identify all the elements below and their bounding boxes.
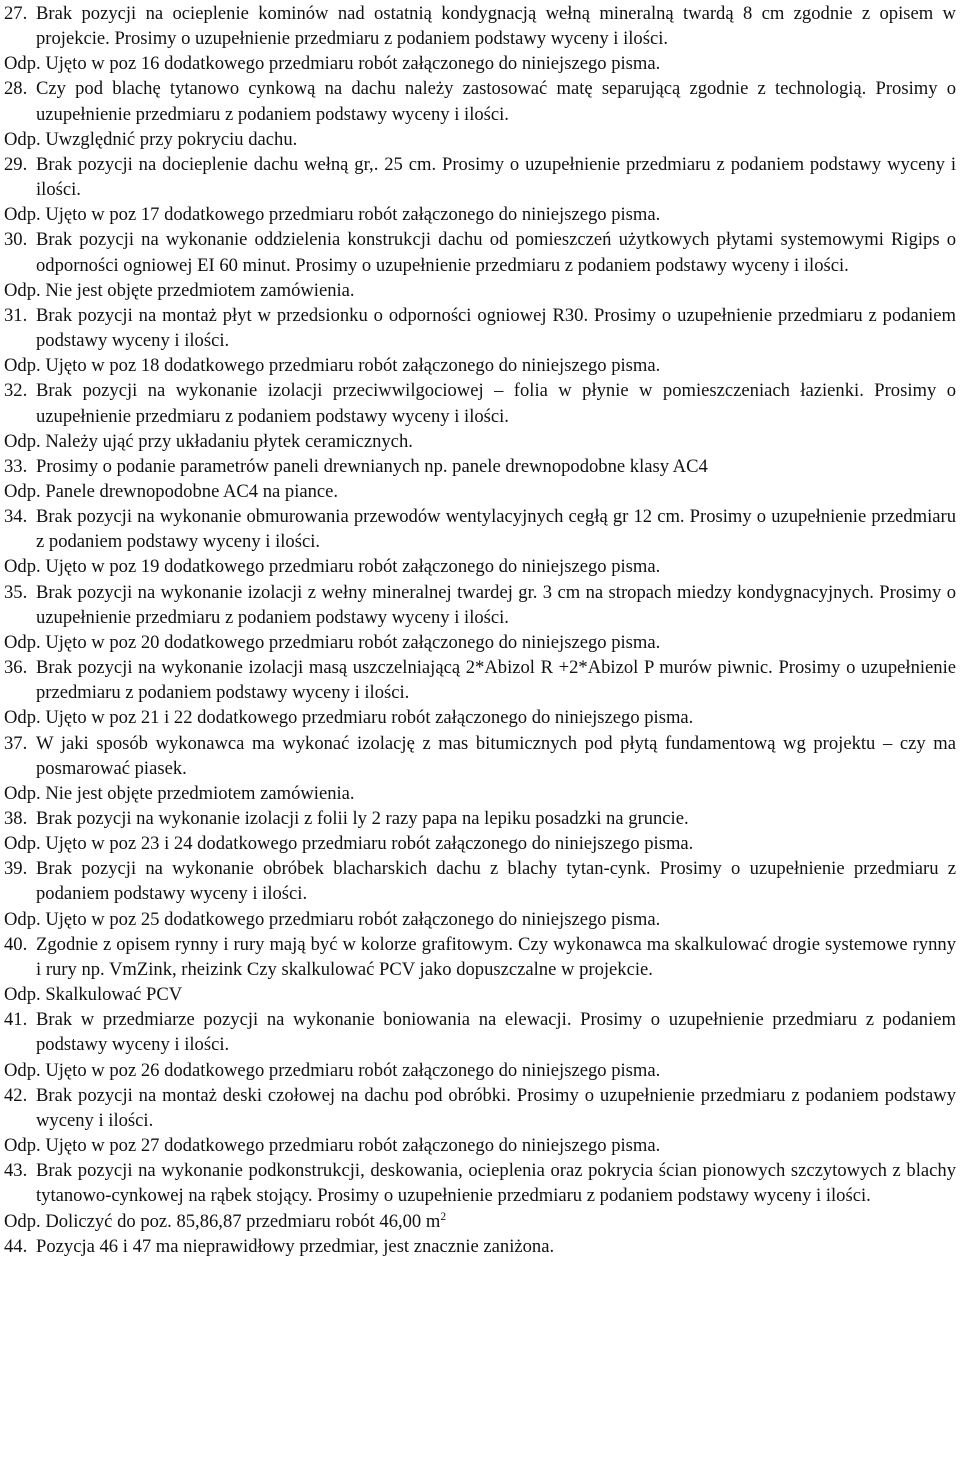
question-text: Brak pozycji na wykonanie izolacji przeciwwilgociowej – folia w płynie w pomieszczeniach łazienki. Prosimy o uzupełnienie przedmiaru z podaniem podstawy wyceny i ilości. [36, 380, 956, 427]
answer-text: Panele drewnopodobne AC4 na piance. [45, 480, 339, 502]
answer-line [4, 202, 956, 227]
item-number: 35. [4, 581, 28, 603]
answer-line [4, 831, 956, 856]
answer-text: Należy ująć przy układaniu płytek ceramicznych. [45, 430, 413, 452]
answer-line [4, 781, 956, 806]
question-text: Brak w przedmiarze pozycji na wykonanie boniowania na elewacji. Prosimy o uzupełnienie przedmiaru z podaniem podstawy wyceny i ilości. [36, 1009, 956, 1056]
answer-text: Ujęto w poz 17 dodatkowego przedmiaru robót załączonego do niniejszego pisma. [45, 204, 661, 226]
answer-text: Nie jest objęte przedmiotem zamówienia. [45, 782, 355, 804]
answer-line [4, 705, 956, 730]
question-text: Brak pozycji na wykonanie obróbek blacharskich dachu z blachy tytan-cynk. Prosimy o uzupełnienie przedmiaru z podaniem podstawy wyceny i ilości. [36, 858, 956, 905]
answer-prefix: Odp. [4, 355, 41, 377]
question-text: Brak pozycji na montaż deski czołowej na dachu pod obróbki. Prosimy o uzupełnienie przedmiaru z podaniem podstawy wyceny i ilości. [36, 1084, 956, 1131]
item-content [36, 1234, 956, 1259]
item-number: 40. [4, 933, 28, 955]
answer-prefix: Odp. [4, 480, 41, 502]
answer-text: Ujęto w poz 26 dodatkowego przedmiaru robót załączonego do niniejszego pisma. [45, 1059, 661, 1081]
list-item [4, 1158, 956, 1233]
list-item [4, 1234, 956, 1259]
item-number: 37. [4, 732, 28, 754]
answer-text: Ujęto w poz 19 dodatkowego przedmiaru robót załączonego do niniejszego pisma. [45, 556, 661, 578]
answer-prefix: Odp. [4, 833, 41, 855]
answer-text: Ujęto w poz 25 dodatkowego przedmiaru robót załączonego do niniejszego pisma. [45, 908, 661, 930]
item-number: 29. [4, 153, 28, 175]
answer-prefix: Odp. [4, 53, 41, 75]
answer-prefix: Odp. [4, 631, 41, 653]
answer-superscript: 2 [440, 1210, 447, 1223]
list-item [4, 152, 956, 227]
question-text: Brak pozycji na ocieplenie kominów nad ostatnią kondygnacją wełną mineralną twardą 8 cm zgodnie z opisem w projekcie. Prosimy o uzupełnienie przedmiaru z podaniem podstawy wyceny i ilości. [36, 3, 956, 50]
question-text: Czy pod blachę tytanowo cynkową na dachu należy zastosować matę separującą zgodnie z technologią. Prosimy o uzupełnienie przedmiaru z podaniem podstawy wyceny i ilości. [36, 78, 956, 125]
list-item [4, 303, 956, 378]
answer-line [4, 982, 956, 1007]
list-item [4, 378, 956, 453]
answer-line [4, 278, 956, 303]
answer-line [4, 127, 956, 152]
answer-text: Ujęto w poz 16 dodatkowego przedmiaru robót załączonego do niniejszego pisma. [45, 53, 661, 75]
answer-prefix: Odp. [4, 984, 41, 1006]
item-number: 31. [4, 304, 28, 326]
answer-line [4, 1209, 956, 1234]
answer-text: Uwzględnić przy pokryciu dachu. [45, 128, 298, 150]
question-text: W jaki sposób wykonawca ma wykonać izolację z mas bitumicznych pod płytą fundamentową wg projektu – czy ma posmarować piasek. [36, 732, 956, 779]
item-number: 34. [4, 506, 28, 528]
answer-prefix: Odp. [4, 1059, 41, 1081]
question-text: Brak pozycji na wykonanie izolacji z folii ly 2 razy papa na lepiku posadzki na gruncie. [36, 808, 689, 829]
list-item [4, 504, 956, 579]
answer-prefix: Odp. [4, 204, 41, 226]
answer-line [4, 353, 956, 378]
question-text: Brak pozycji na wykonanie izolacji masą uszczelniającą 2*Abizol R +2*Abizol P murów piwnic. Prosimy o uzupełnienie przedmiaru z podaniem podstawy wyceny i ilości. [36, 657, 956, 704]
item-number: 42. [4, 1084, 28, 1106]
item-number: 28. [4, 78, 28, 100]
answer-line [4, 1058, 956, 1083]
answer-line [4, 907, 956, 932]
answer-prefix: Odp. [4, 556, 41, 578]
list-item [4, 227, 956, 302]
question-text: Brak pozycji na wykonanie izolacji z wełny mineralnej twardej gr. 3 cm na stropach miedzy kondygnacyjnych. Prosimy o uzupełnienie przedmiaru z podaniem podstawy wyceny i ilości. [36, 581, 956, 628]
item-number: 32. [4, 380, 28, 402]
answer-text: Doliczyć do poz. 85,86,87 przedmiaru robót 46,00 m [45, 1210, 441, 1232]
answer-line [4, 429, 956, 454]
list-item [4, 806, 956, 856]
list-item [4, 1, 956, 76]
list-item [4, 932, 956, 1007]
item-number: 39. [4, 858, 28, 880]
answer-prefix: Odp. [4, 1135, 41, 1157]
answer-line [4, 630, 956, 655]
answer-prefix: Odp. [4, 430, 41, 452]
answer-line [4, 1133, 956, 1158]
answer-text: Ujęto w poz 20 dodatkowego przedmiaru robót załączonego do niniejszego pisma. [45, 631, 661, 653]
question-text: Brak pozycji na montaż płyt w przedsionku o odporności ogniowej R30. Prosimy o uzupełnienie przedmiaru z podaniem podstawy wyceny i ilości. [36, 304, 956, 352]
answer-prefix: Odp. [4, 279, 41, 301]
list-item [4, 1083, 956, 1158]
question-text: Brak pozycji na wykonanie podkonstrukcji, deskowania, ocieplenia oraz pokrycia ścian pionowych szczytowych z blachy tytanowo-cynkowej na rąbek stojący. Prosimy o uzupełnienie przedmiaru z podaniem podstawy wyceny i ilości. [36, 1160, 956, 1207]
answer-line [4, 51, 956, 76]
answer-line [4, 554, 956, 579]
answer-line [4, 479, 956, 504]
question-text: Brak pozycji na wykonanie oddzielenia konstrukcji dachu od pomieszczeń użytkowych płytami systemowymi Rigips o odporności ogniowej EI 60 minut. Prosimy o uzupełnienie przedmiaru z podaniem podstawy wyceny i ilości. [36, 229, 956, 276]
item-number: 44. [4, 1235, 28, 1257]
question-text: Pozycja 46 i 47 ma nieprawidłowy przedmiar, jest znacznie zaniżona. [36, 1235, 555, 1257]
item-number: 38. [4, 808, 28, 829]
answer-text: Ujęto w poz 18 dodatkowego przedmiaru robót załączonego do niniejszego pisma. [45, 355, 661, 377]
item-number: 27. [4, 3, 28, 24]
list-item [4, 76, 956, 151]
answer-text: Skalkulować PCV [45, 984, 183, 1006]
question-text: Zgodnie z opisem rynny i rury mają być w kolorze grafitowym. Czy wykonawca ma skalkulować drogie systemowe rynny i rury np. VmZink, rheizink Czy skalkulować PCV jako dopuszczalne w projekcie. [36, 933, 956, 980]
item-number: 36. [4, 657, 28, 679]
answer-prefix: Odp. [4, 1210, 41, 1232]
item-number: 41. [4, 1009, 28, 1031]
list-item [4, 1007, 956, 1082]
answer-prefix: Odp. [4, 782, 41, 804]
list-item [4, 655, 956, 730]
list-item [4, 856, 956, 931]
question-text: Brak pozycji na docieplenie dachu wełną gr,. 25 cm. Prosimy o uzupełnienie przedmiaru z podaniem podstawy wyceny i ilości. [36, 153, 956, 201]
answer-text: Nie jest objęte przedmiotem zamówienia. [45, 279, 355, 301]
answer-prefix: Odp. [4, 128, 41, 150]
item-number: 33. [4, 455, 28, 477]
item-number: 30. [4, 229, 28, 251]
question-text: Prosimy o podanie parametrów paneli drewnianych np. panele drewnopodobne klasy AC4 [36, 455, 708, 477]
answer-text: Ujęto w poz 21 i 22 dodatkowego przedmiaru robót załączonego do niniejszego pisma. [45, 707, 694, 729]
answer-prefix: Odp. [4, 707, 41, 729]
answer-text: Ujęto w poz 27 dodatkowego przedmiaru robót załączonego do niniejszego pisma. [45, 1135, 661, 1157]
item-number: 43. [4, 1160, 28, 1182]
question-text: Brak pozycji na wykonanie obmurowania przewodów wentylacyjnych cegłą gr 12 cm. Prosimy o uzupełnienie przedmiaru z podaniem podstawy wyceny i ilości. [36, 506, 956, 553]
answer-prefix: Odp. [4, 908, 41, 930]
answer-text: Ujęto w poz 23 i 24 dodatkowego przedmiaru robót załączonego do niniejszego pisma. [45, 833, 694, 855]
list-item [4, 731, 956, 806]
list-item [4, 580, 956, 655]
list-item [4, 454, 956, 504]
